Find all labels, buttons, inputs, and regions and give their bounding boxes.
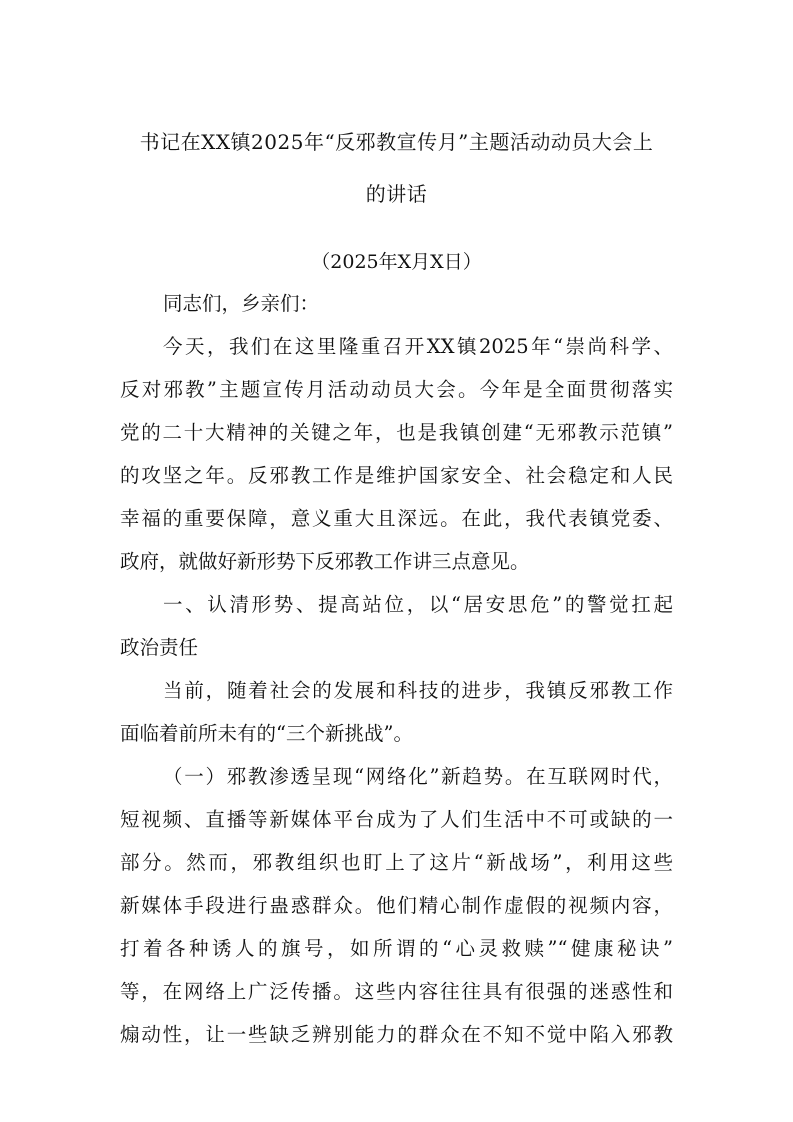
body-line: 部分。然而，邪教组织也盯上了这片“新战场”，利用这些 [120, 851, 673, 874]
body-line: 短视频、直播等新媒体平台成为了人们生活中不可或缺的一 [120, 808, 673, 831]
body-line: 政府，就做好新形势下反邪教工作讲三点意见。 [120, 550, 530, 573]
body-line: 打着各种诱人的旗号，如所谓的“心灵救赎”“健康秘诀” [120, 937, 673, 960]
section-heading-line: 政治责任 [120, 636, 199, 659]
section-heading-line: 一、认清形势、提高站位，以“居安思危”的警觉扛起 [163, 593, 673, 616]
body-line: 今天，我们在这里隆重召开XX镇2025年“崇尚科学、 [163, 335, 673, 358]
speech-date: （2025年X月X日） [311, 251, 482, 273]
speech-title-line-2: 的讲话 [365, 182, 428, 206]
body-line: 反对邪教”主题宣传月活动动员大会。今年是全面贯彻落实 [120, 378, 673, 401]
speech-title-line-1: 书记在XX镇2025年“反邪教宣传月”主题活动动员大会上 [139, 130, 654, 154]
body-line: 面临着前所未有的“三个新挑战”。 [120, 722, 413, 745]
body-line: 党的二十大精神的关键之年，也是我镇创建“无邪教示范镇” [120, 421, 673, 444]
body-line: 煽动性，让一些缺乏辨别能力的群众在不知不觉中陷入邪教 [120, 1023, 673, 1046]
salutation: 同志们，乡亲们： [163, 292, 320, 315]
body-line: 幸福的重要保障，意义重大且深远。在此，我代表镇党委、 [120, 507, 673, 530]
body-line: 的攻坚之年。反邪教工作是维护国家安全、社会稳定和人民 [120, 464, 673, 487]
body-line: （一）邪教渗透呈现“网络化”新趋势。在互联网时代， [163, 765, 673, 788]
body-line: 新媒体手段进行蛊惑群众。他们精心制作虚假的视频内容， [120, 894, 673, 917]
body-line: 等，在网络上广泛传播。这些内容往往具有很强的迷惑性和 [120, 980, 673, 1003]
body-line: 当前，随着社会的发展和科技的进步，我镇反邪教工作 [163, 679, 673, 702]
